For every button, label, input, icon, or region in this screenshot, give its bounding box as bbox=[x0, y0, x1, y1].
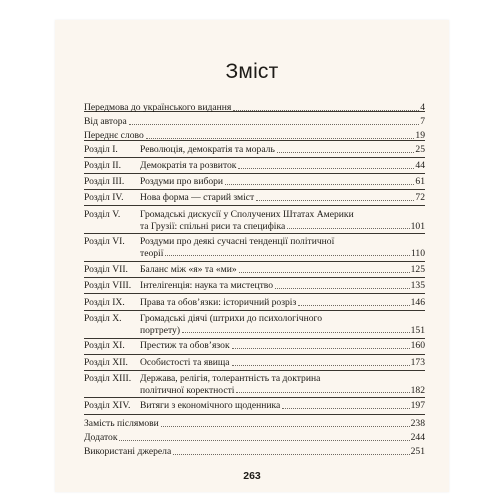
chapter-page: 135 bbox=[410, 280, 425, 291]
dot-leader bbox=[161, 425, 410, 427]
toc-chapter bbox=[84, 144, 425, 156]
dot-leader bbox=[119, 439, 409, 441]
page-number: 263 bbox=[243, 470, 261, 482]
toc-chapter bbox=[84, 400, 425, 412]
chapter-title: Роздуми про вибори bbox=[140, 176, 224, 187]
dot-leader bbox=[239, 271, 410, 273]
toc-entry-page: 7 bbox=[420, 116, 425, 127]
chapter-title: Інтелігенція: наука та мистецтво bbox=[140, 280, 274, 291]
toc-entry-preface bbox=[84, 102, 425, 114]
toc-chapter bbox=[84, 160, 425, 172]
chapter-page: 125 bbox=[410, 264, 425, 275]
dot-leader bbox=[256, 199, 414, 201]
toc-chapter bbox=[84, 176, 425, 188]
chapter-page: 110 bbox=[410, 247, 425, 259]
divider bbox=[84, 414, 425, 415]
chapter-number: Розділ I. bbox=[84, 144, 118, 155]
toc-chapter bbox=[84, 236, 425, 259]
chapter-title-line: політичної коректності bbox=[140, 384, 235, 396]
chapter-title-line: Громадські дискусії у Сполучених Штатах Америки bbox=[140, 209, 354, 220]
toc-chapter bbox=[84, 357, 425, 369]
chapter-page: 160 bbox=[410, 340, 425, 351]
divider bbox=[84, 189, 425, 190]
dot-leader bbox=[165, 254, 410, 256]
chapter-number: Розділ VII. bbox=[84, 264, 128, 275]
dot-leader bbox=[277, 151, 415, 153]
divider bbox=[84, 277, 425, 278]
divider bbox=[84, 293, 425, 294]
chapter-title-line: Держава, релігія, толерантність та доктрина bbox=[140, 373, 321, 384]
divider bbox=[84, 338, 425, 339]
dot-leader bbox=[236, 391, 409, 393]
chapter-page: 61 bbox=[415, 176, 425, 187]
toc-entry-title: Використані джерела bbox=[84, 446, 172, 457]
toc-entry-appendix bbox=[84, 432, 425, 444]
dot-leader bbox=[275, 287, 410, 289]
toc-chapter bbox=[84, 313, 425, 336]
dot-leader bbox=[238, 167, 414, 169]
chapter-number: Розділ II. bbox=[84, 160, 122, 171]
dot-leader bbox=[225, 183, 414, 185]
chapter-number: Розділ VI. bbox=[84, 236, 125, 247]
toc-chapter bbox=[84, 192, 425, 204]
toc-entry-title: Додаток bbox=[84, 432, 118, 443]
chapter-page: 182 bbox=[410, 384, 425, 396]
chapter-title-line: теорії bbox=[140, 247, 164, 259]
chapter-page: 146 bbox=[410, 297, 425, 308]
toc-chapter bbox=[84, 340, 425, 352]
dot-leader bbox=[287, 227, 409, 229]
divider bbox=[84, 157, 425, 158]
divider bbox=[84, 205, 425, 206]
chapter-title-line: Роздуми про деякі сучасні тенденції політичної bbox=[140, 236, 335, 247]
dot-leader bbox=[146, 137, 415, 139]
dot-leader bbox=[182, 331, 410, 333]
book-page bbox=[55, 20, 449, 492]
toc-entry-title: Замість післямови bbox=[84, 418, 159, 429]
chapter-page: 44 bbox=[415, 160, 425, 171]
chapter-title: Революція, демократія та мораль bbox=[140, 144, 275, 155]
chapter-number: Розділ III. bbox=[84, 176, 125, 187]
divider bbox=[84, 354, 425, 355]
toc-entry-appendix bbox=[84, 446, 425, 458]
dot-leader bbox=[129, 123, 419, 125]
toc-chapter bbox=[84, 373, 425, 396]
toc-entry-title: Передмова до українського видання bbox=[84, 102, 232, 113]
divider bbox=[84, 140, 425, 141]
dot-leader bbox=[232, 347, 410, 349]
toc-entry-author bbox=[84, 116, 425, 128]
chapter-page: 173 bbox=[410, 357, 425, 368]
dot-leader bbox=[298, 304, 409, 306]
chapter-number: Розділ IX. bbox=[84, 297, 125, 308]
dot-leader bbox=[233, 109, 419, 111]
toc-entry-page: 251 bbox=[410, 446, 425, 457]
chapter-title-line: Громадські діячі (штрихи до психологічного bbox=[140, 313, 322, 324]
toc-entry-page: 19 bbox=[415, 130, 425, 141]
toc-chapter bbox=[84, 297, 425, 309]
chapter-page: 101 bbox=[410, 220, 425, 232]
chapter-number: Розділ X. bbox=[84, 313, 122, 324]
chapter-page: 25 bbox=[415, 144, 425, 155]
chapter-number: Розділ XIV. bbox=[84, 400, 131, 411]
divider bbox=[84, 173, 425, 174]
toc-chapter bbox=[84, 209, 425, 232]
chapter-title-line: та Грузії: спільні риси та специфіка bbox=[140, 220, 286, 232]
chapter-page: 197 bbox=[410, 400, 425, 411]
divider bbox=[84, 261, 425, 262]
toc-entry-page: 4 bbox=[420, 102, 425, 113]
divider bbox=[84, 370, 425, 371]
chapter-title: Демократія та розвиток bbox=[140, 160, 237, 171]
toc-entry-appendix bbox=[84, 418, 425, 430]
chapter-page: 72 bbox=[415, 192, 425, 203]
toc-entry-title: Переднє слово bbox=[84, 130, 144, 141]
chapter-number: Розділ V. bbox=[84, 209, 121, 220]
chapter-page: 151 bbox=[410, 324, 425, 336]
dot-leader bbox=[173, 453, 409, 455]
chapter-number: Розділ VIII. bbox=[84, 280, 132, 291]
dot-leader bbox=[282, 407, 409, 409]
chapter-number: Розділ XIII. bbox=[84, 373, 132, 384]
toc-entry-page: 244 bbox=[410, 432, 425, 443]
chapter-title: Баланс між «я» та «ми» bbox=[140, 264, 237, 275]
chapter-title-line: портрету) bbox=[140, 324, 181, 336]
chapter-title: Права та обов’язки: історичний розріз bbox=[140, 297, 297, 308]
toc-chapter bbox=[84, 264, 425, 276]
chapter-title: Престиж та обов’язок bbox=[140, 340, 230, 351]
chapter-title: Витяги з економічного щоденника bbox=[140, 400, 281, 411]
divider bbox=[84, 310, 425, 311]
toc-chapter bbox=[84, 280, 425, 292]
toc-entry-page: 238 bbox=[410, 418, 425, 429]
toc-entry-title: Від автора bbox=[84, 116, 127, 127]
chapter-number: Розділ XII. bbox=[84, 357, 128, 368]
chapter-title: Нова форма — старий зміст bbox=[140, 192, 255, 203]
chapter-number: Розділ XI. bbox=[84, 340, 125, 351]
chapter-title: Особистості та явища bbox=[140, 357, 230, 368]
divider bbox=[84, 397, 425, 398]
dot-leader bbox=[232, 364, 410, 366]
divider bbox=[84, 233, 425, 234]
page-title: Зміст bbox=[225, 60, 279, 83]
chapter-number: Розділ IV. bbox=[84, 192, 124, 203]
